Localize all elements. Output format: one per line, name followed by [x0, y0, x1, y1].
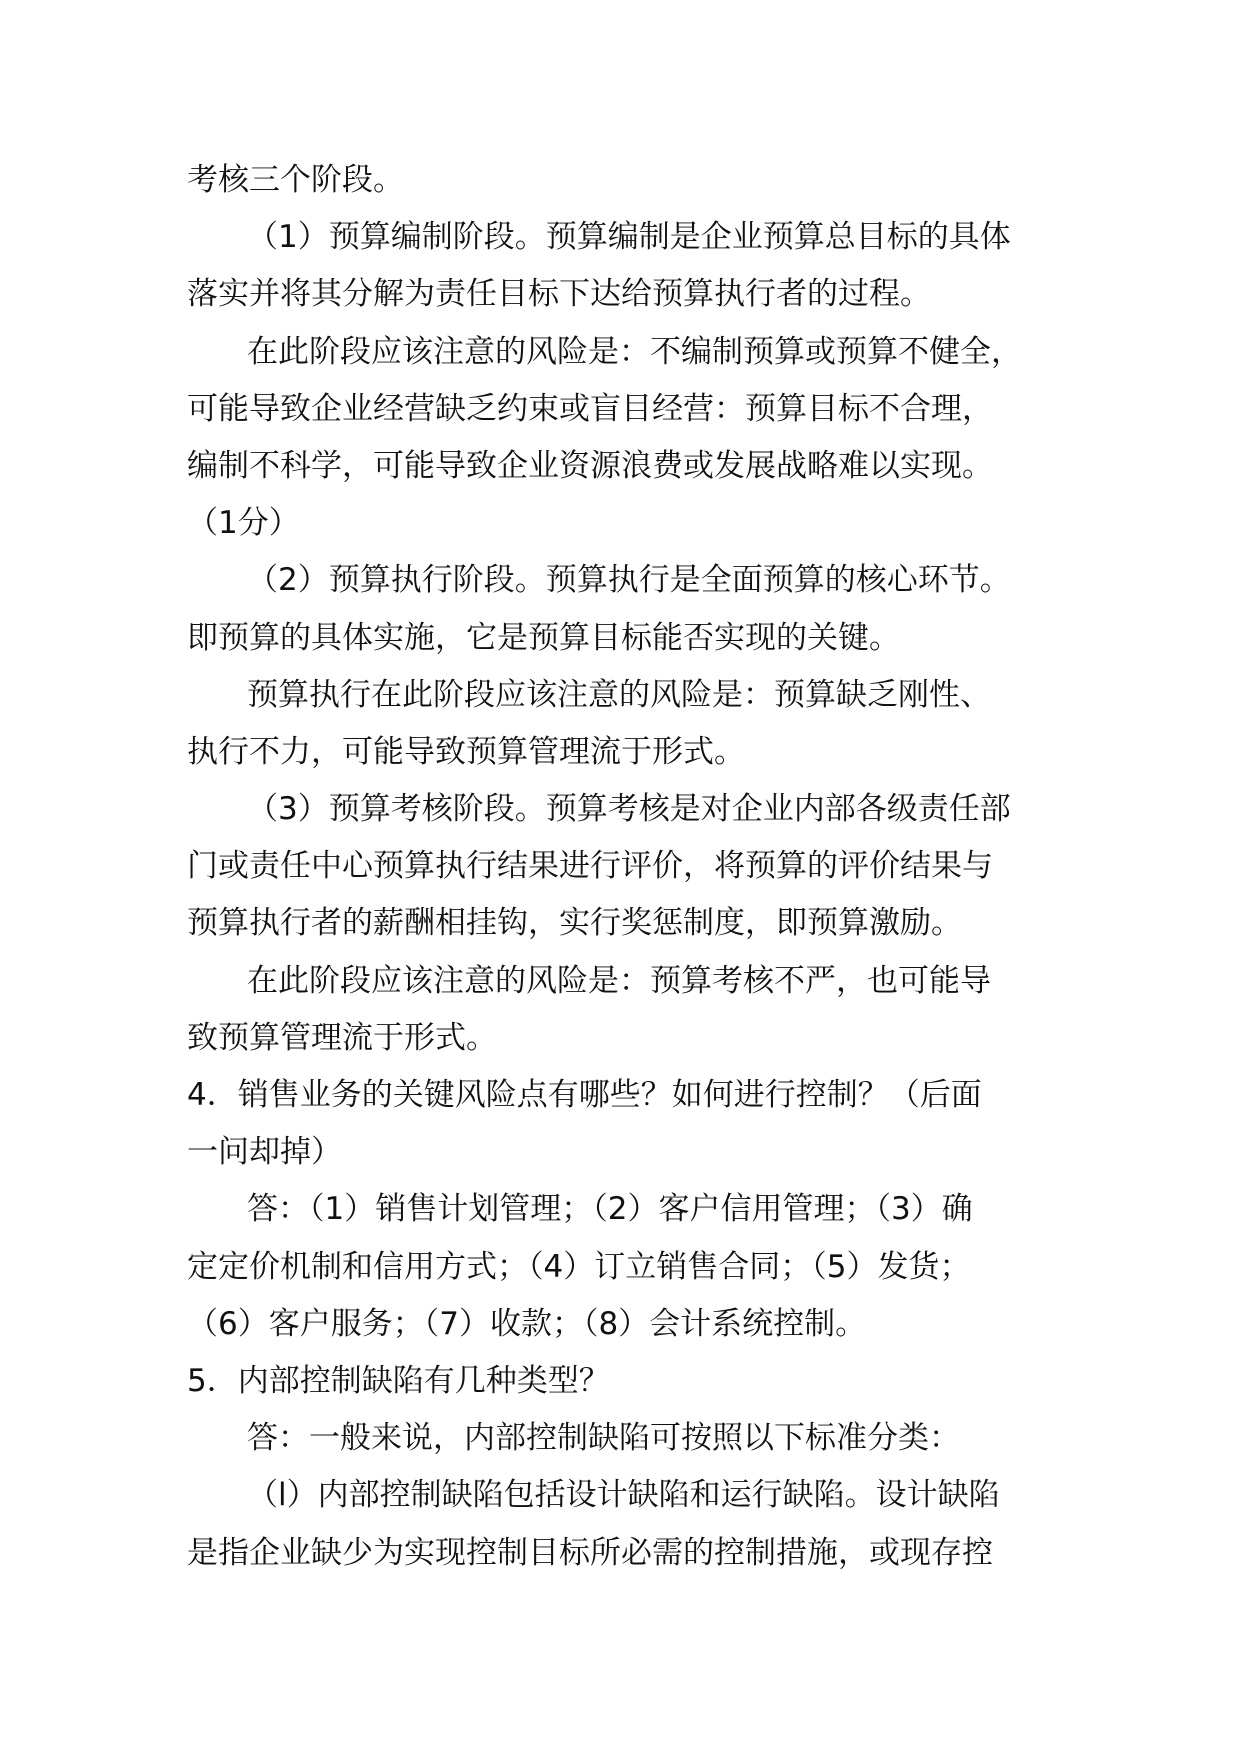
- text-line: 在此阶段应该注意的风险是：预算考核不严，也可能导: [247, 962, 991, 999]
- text-line: 门或责任中心预算执行结果进行评价，将预算的评价结果与: [187, 848, 993, 885]
- answer-line: 答：（1）销售计划管理；（2）客户信用管理；（3）确: [247, 1191, 973, 1228]
- text-line: 编制不科学，可能导致企业资源浪费或发展战略难以实现。: [187, 447, 993, 484]
- text-line: 执行不力，可能导致预算管理流于形式。: [187, 733, 745, 770]
- question-heading: 4．销售业务的关键风险点有哪些？如何进行控制？（后面: [187, 1077, 982, 1113]
- text-line: 即预算的具体实施，它是预算目标能否实现的关键。: [187, 619, 900, 656]
- text-line: 考核三个阶段。: [187, 162, 404, 198]
- text-line: （1分）: [187, 505, 300, 542]
- text-line: 可能导致企业经营缺乏约束或盲目经营：预算目标不合理，: [187, 390, 993, 427]
- text-line: 一问却掉）: [187, 1134, 342, 1171]
- text-line: （6）客户服务；（7）收款；（8）会计系统控制。: [187, 1305, 867, 1342]
- text-line: 预算执行在此阶段应该注意的风险是：预算缺乏刚性、: [247, 676, 991, 713]
- text-line: 预算执行者的薪酬相挂钩，实行奖惩制度，即预算激励。: [187, 905, 962, 942]
- text-line: 落实并将其分解为责任目标下达给预算执行者的过程。: [187, 276, 931, 313]
- text-line: （1）预算编制阶段。预算编制是企业预算总目标的具体: [247, 219, 1011, 256]
- text-line: 定定价机制和信用方式；（4）订立销售合同；（5）发货；: [187, 1248, 971, 1285]
- answer-line: 答：一般来说，内部控制缺陷可按照以下标准分类：: [247, 1420, 960, 1457]
- document-page: [187, 152, 1067, 1582]
- text-line: （l）内部控制缺陷包括设计缺陷和运行缺陷。设计缺陷: [247, 1477, 1000, 1514]
- text-line: 在此阶段应该注意的风险是：不编制预算或预算不健全，: [247, 333, 1022, 370]
- text-line: （3）预算考核阶段。预算考核是对企业内部各级责任部: [247, 791, 1011, 828]
- question-heading: 5．内部控制缺陷有几种类型？: [187, 1362, 610, 1399]
- text-line: （2）预算执行阶段。预算执行是全面预算的核心环节。: [247, 562, 1011, 599]
- text-line: 致预算管理流于形式。: [187, 1019, 497, 1056]
- text-line: 是指企业缺少为实现控制目标所必需的控制措施，或现存控: [187, 1534, 993, 1571]
